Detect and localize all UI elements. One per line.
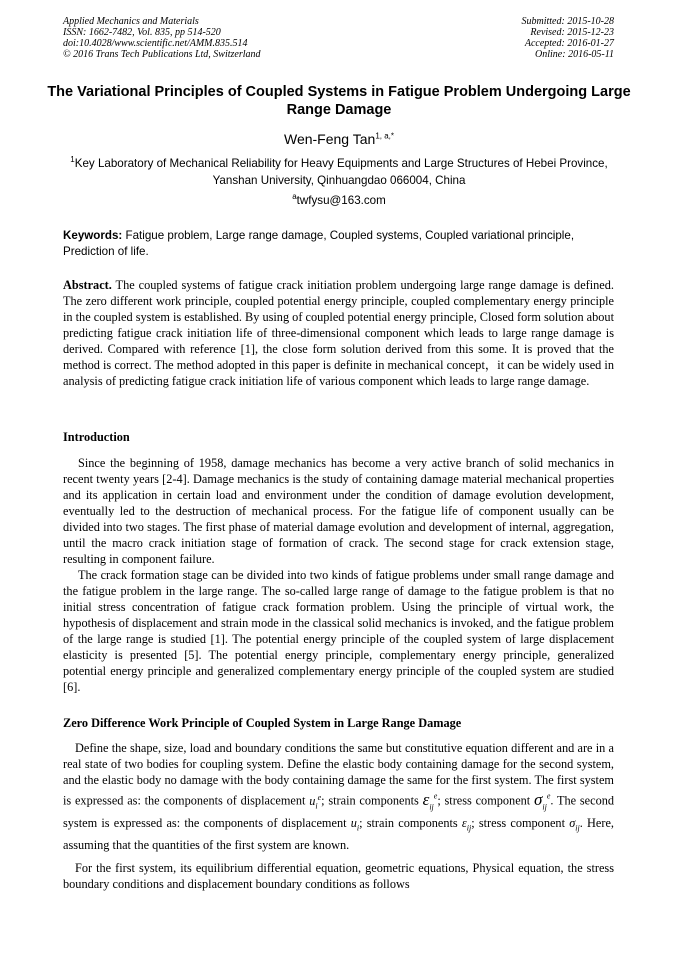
p1-text-a: Define the shape, size, load and boundary conditions the same but constitutive equation different and are in a real state of two bodies for coupling system. Define the elastic body containing damage for the second system, and the elastic body no damage with the body containing damage the same for the first system. The first system is expressed as: the components of displacement: [63, 741, 614, 808]
sigma2-subscript: ij: [575, 823, 580, 833]
epsilon-subscript: ij: [429, 802, 434, 812]
u-subscript: i: [315, 801, 318, 811]
stress-symbol-2: [569, 816, 580, 833]
email-sup: a: [292, 192, 297, 202]
displacement-symbol: [309, 792, 322, 811]
strain-symbol: [422, 789, 438, 812]
u-superscript: e: [317, 792, 322, 802]
sigma-symbol: σ: [533, 789, 543, 809]
doi-line: doi:10.4028/www.scientific.net/AMM.835.514: [63, 38, 248, 49]
issn-line: ISSN: 1662-7482, Vol. 835, pp 514-520: [63, 27, 221, 38]
author-sup: 1, a,*: [375, 131, 394, 141]
displacement-symbol-2: [350, 816, 360, 833]
p1-text-e: ; strain components: [359, 816, 462, 831]
online-date: Online: 2016-05-11: [535, 49, 614, 60]
sigma-superscript: e: [546, 791, 551, 800]
accepted-date: Accepted: 2016-01-27: [524, 38, 614, 49]
author-line: [40, 131, 638, 147]
abstract-text: The coupled systems of fatigue crack initiation problem undergoing large range damage is defined. The zero different work principle, coupled potential energy principle, coupled complementary energy principle in the coupled system is established. By using of coupled potential energy principle, Closed form solution about predicting fatigue crack initiation life of three-dimensional component which leads to large range damage is derived. Compared with reference [1], the close form solution derived from this some. It is proved that the method is correct. The method adopted in this paper is definite in mechanical concept，it can be widely used in analysis of predicting fatigue crack initiation life of various component which leads to large range damage.: [63, 278, 614, 388]
revised-date: Revised: 2015-12-23: [530, 27, 614, 38]
affiliation: [63, 155, 615, 189]
u2-subscript: i: [356, 823, 360, 833]
introduction-paragraph-1: Since the beginning of 1958, damage mechanics has become a very active branch of solid mechanics in recent twenty years [2-4]. Damage mechanics is the study of containing damage material mechanical properties and its application in certain load and environment under the condition of damage evolution development, eventually led to the destruction of mechanical process. For the fatigue life of component usually can be divided into two stages. The first phase of material damage evolution and development of internal, aggregation, until the macro crack initiation stage of formation of crack. The second stage for crack extension stage, resulting in component failure.: [63, 456, 614, 566]
sigma-subscript: ij: [542, 802, 547, 812]
paper-title: The Variational Principles of Coupled Systems in Fatigue Problem Undergoing Large Range Damage: [47, 84, 631, 118]
zero-difference-heading: Zero Difference Work Principle of Coupled System in Large Range Damage: [63, 716, 462, 730]
copyright-line: © 2016 Trans Tech Publications Ltd, Switzerland: [63, 49, 261, 60]
journal-name: Applied Mechanics and Materials: [63, 16, 199, 27]
zero-difference-paragraph-2: For the first system, its equilibrium differential equation, geometric equations, Physical equation, the stress boundary conditions and displacement boundary conditions as follows: [63, 861, 614, 891]
p1-text-d: . The second system is expressed as: the components of displacement: [63, 793, 615, 831]
keywords: [63, 228, 614, 260]
abstract-label: Abstract.: [63, 278, 112, 292]
p1-text-g: . Here, assuming that the quantities of the first system are known.: [63, 816, 614, 852]
sigma2-symbol: σ: [569, 816, 576, 831]
abstract: [63, 277, 614, 389]
p1-text-f: ; stress component: [471, 816, 570, 831]
keywords-text: Fatigue problem, Large range damage, Coupled systems, Coupled variational principle, Prediction of life.: [63, 229, 575, 258]
epsilon2-symbol: ε: [461, 816, 467, 831]
p1-text-b: ; strain components: [321, 793, 423, 808]
u-symbol: u: [309, 793, 316, 808]
email-line: [40, 194, 638, 207]
affiliation-sup: 1: [70, 155, 75, 165]
zero-difference-paragraph-1: [63, 740, 614, 853]
affiliation-text: Key Laboratory of Mechanical Reliability for Heavy Equipments and Large Structures of Hebei Province, Yanshan University, Qinhuangdao 066004, China: [74, 157, 608, 187]
journal-info: [63, 16, 261, 60]
dates-info: [522, 16, 615, 60]
author-name: Wen-Feng Tan: [283, 131, 376, 147]
p1-text-c: ; stress component: [437, 793, 534, 808]
strain-symbol-2: [461, 816, 472, 833]
introduction-heading: Introduction: [63, 430, 130, 444]
u2-symbol: u: [350, 816, 357, 831]
email-address: twfysu@163.com: [296, 194, 386, 207]
epsilon2-subscript: ij: [466, 823, 472, 833]
submitted-date: Submitted: 2015-10-28: [521, 16, 614, 27]
epsilon-superscript: e: [433, 791, 438, 800]
keywords-label: Keywords:: [63, 229, 123, 242]
stress-symbol: [533, 789, 551, 812]
introduction-paragraph-2: The crack formation stage can be divided into two kinds of fatigue problems under small range damage and the fatigue problem in the large range. The so-called large range of damage to the fatigue problem is that no initial stress concentration of fatigue crack formation problem. Using the principle of virtual work, the hypothesis of displacement and strain mode in the classical solid mechanics is invoked, and the fatigue problem of the large range is studied [1]. The potential energy principle of the coupled system of large displacement elasticity is presented [5]. The potential energy principle, complementary energy principle, generalized potential energy principle and generalized complementary energy principle of the coupled system are studied [6].: [63, 568, 614, 694]
epsilon-symbol: ε: [422, 789, 430, 809]
